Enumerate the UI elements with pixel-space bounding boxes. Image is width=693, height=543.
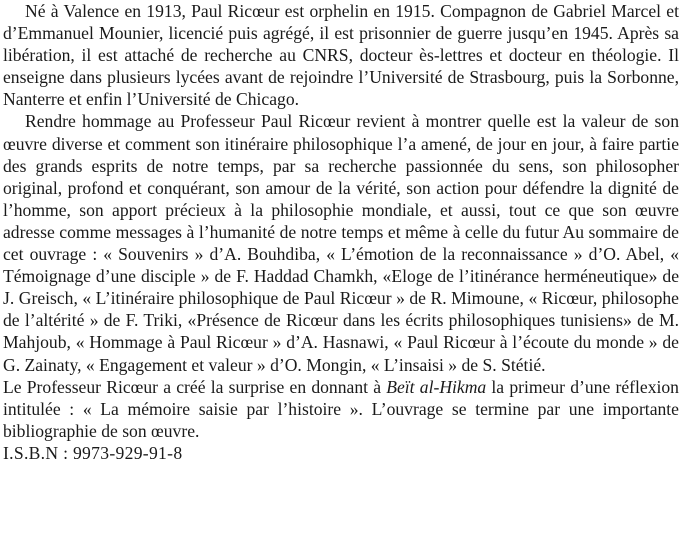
biography-paragraph: Né à Valence en 1913, Paul Ricœur est orphelin en 1915. Compagnon de Gabriel Marcel et d’Emmanuel Mounier, licencié puis agrégé, il est prisonnier de guerre jusqu’en 1945. Après sa libération, il est attaché de recherche au CNRS, docteur ès-lettres et docteur en théologie. Il enseigne dans plusieurs lycées avant de rejoindre l’Université de Strasbourg, puis la Sorbonne, Nanterre et enfin l’Université de Chicago. <box>3 1 679 110</box>
summary-paragraph: Rendre hommage au Professeur Paul Ricœur revient à montrer quelle est la valeur de son œuvre diverse et comment son itinéraire philosophique l’a amené, de jour en jour, à faire partie des grands esprits de notre temps, par sa recherche passionnée du sens, son philosopher original, profond et conquérant, son amour de la vérité, son action pour défendre la dignité de l’homme, son apport précieux à la philosophie mondiale, et aussi, tout ce que son œuvre adresse comme messages à l’humanité de notre temps et même à celle du futur Au sommaire de cet ouvrage : « Souvenirs » d’A. Bouhdiba, « L’émotion de la reconnaissance » d’O. Abel, « Témoignage d’une disciple » de F. Haddad Chamkh, «Eloge de l’itinérance herméneutique» de J. Greisch, « L’itinéraire philosophique de Paul Ricœur » de R. Mimoune, « Ricœur, philosophe de l’altérité » de F. Triki, «Présence de Ricœur dans les écrits philosophiques tunisiens» de M. Mahjoub, « Hommage à Paul Ricœur » d’A. Hasnawi, « Paul Ricœur à l’écoute du monde » de G. Zainaty, « Engagement et valeur » d’O. Mongin, « L’insaisi » de S. Stétié. <box>3 111 679 375</box>
closing-text-end: la primeur d’une réflexion intitulée : « La mémoire saisie par l’histoire ». L’ouvrage se termine par une importante bibliographie de son œuvre. <box>3 376 679 441</box>
closing-text-start: Le Professeur Ricœur a créé la surprise en donnant à <box>3 376 387 397</box>
isbn-line: I.S.B.N : 9973-929-91-8 <box>3 442 183 463</box>
publisher-title: Beït al-Hikma <box>386 376 487 397</box>
closing-paragraph <box>3 376 679 442</box>
document-page <box>3 0 679 464</box>
